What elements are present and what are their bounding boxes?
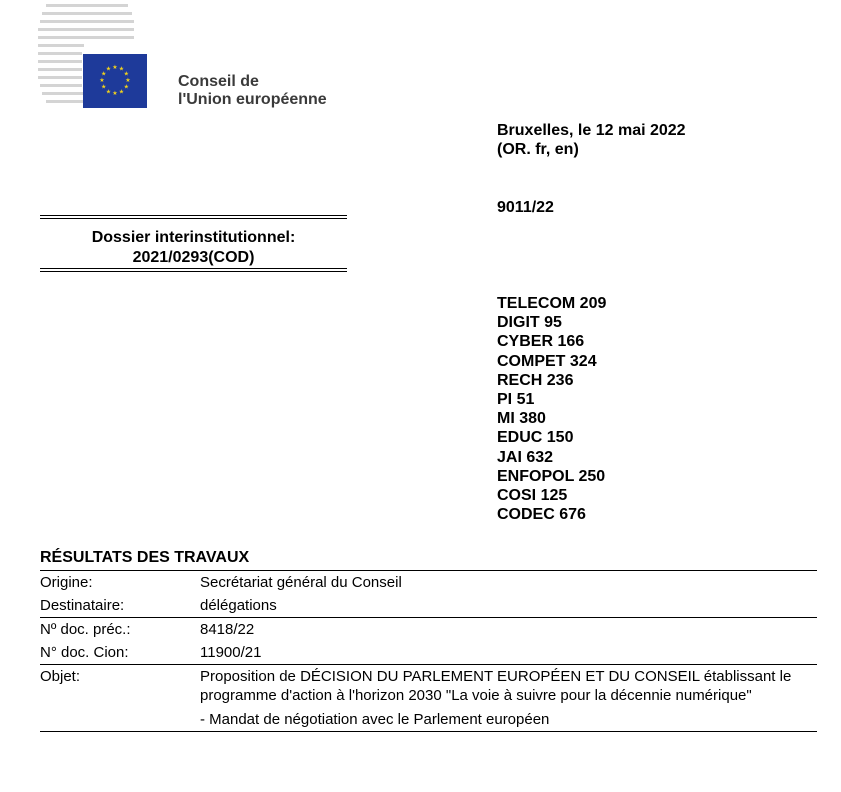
svg-text:★: ★ bbox=[125, 77, 131, 84]
svg-text:★: ★ bbox=[101, 70, 107, 78]
place-and-date bbox=[497, 121, 686, 159]
dossier-number: 2021/0293(COD) bbox=[132, 249, 255, 266]
code-item: EDUC 150 bbox=[497, 429, 574, 447]
svg-text:★: ★ bbox=[101, 83, 107, 91]
svg-text:★: ★ bbox=[112, 90, 118, 97]
code-item: RECH 236 bbox=[497, 371, 574, 389]
organization-name bbox=[178, 73, 327, 109]
svg-text:★: ★ bbox=[99, 77, 105, 84]
row-value: délégations bbox=[200, 597, 277, 614]
table-row bbox=[40, 641, 817, 665]
code-item: COMPET 324 bbox=[497, 352, 597, 370]
date-line: Bruxelles, le 12 mai 2022 bbox=[497, 122, 686, 139]
row-key: Destinataire: bbox=[40, 597, 125, 614]
dossier-top-rule bbox=[40, 215, 347, 216]
subject-cell bbox=[200, 665, 817, 732]
council-logo bbox=[38, 2, 173, 110]
svg-text:★: ★ bbox=[123, 70, 129, 78]
dossier-bottom-rule-2 bbox=[40, 271, 347, 272]
table-row bbox=[40, 594, 817, 618]
svg-text:★: ★ bbox=[105, 65, 112, 73]
results-title: RÉSULTATS DES TRAVAUX bbox=[40, 549, 250, 566]
row-key: Origine: bbox=[40, 571, 200, 595]
dossier-top-rule-2 bbox=[40, 218, 347, 219]
row-value: Secrétariat général du Conseil bbox=[200, 571, 817, 595]
table-row bbox=[40, 618, 817, 642]
svg-text:★: ★ bbox=[118, 88, 125, 96]
code-item: PI 51 bbox=[497, 391, 535, 409]
dossier-label bbox=[40, 228, 347, 268]
table-row bbox=[40, 571, 817, 595]
row-key: Objet: bbox=[40, 665, 200, 732]
svg-text:★: ★ bbox=[123, 83, 129, 91]
subject-mandate: - Mandat de négotiation avec le Parlement européen bbox=[200, 711, 550, 728]
code-item: ENFOPOL 250 bbox=[497, 467, 606, 485]
svg-text:★: ★ bbox=[112, 64, 118, 71]
row-value: 11900/21 bbox=[200, 644, 262, 661]
svg-text:★: ★ bbox=[105, 88, 112, 96]
dossier-bottom-rule bbox=[40, 268, 347, 269]
code-item: TELECOM 209 bbox=[497, 295, 607, 312]
original-language: (OR. fr, en) bbox=[497, 141, 579, 158]
eu-flag bbox=[83, 54, 147, 108]
org-name-line2: l'Union européenne bbox=[178, 91, 327, 108]
subject-text: Proposition de DÉCISION DU PARLEMENT EUROPÉEN ET DU CONSEIL établissant le programme d'action à l'horizon 2030 "La voie à suivre pour la décennie numérique" bbox=[200, 668, 792, 704]
code-item: DIGIT 95 bbox=[497, 314, 562, 332]
table-row bbox=[40, 665, 817, 732]
dossier-title: Dossier interinstitutionnel: bbox=[91, 229, 296, 246]
org-name-line1: Conseil de bbox=[178, 73, 259, 90]
row-value: 8418/22 bbox=[200, 618, 817, 642]
code-item: JAI 632 bbox=[497, 448, 554, 466]
code-item: CODEC 676 bbox=[497, 506, 586, 524]
document-number: 9011/22 bbox=[497, 199, 554, 216]
row-key: Nº doc. préc.: bbox=[40, 618, 200, 642]
dossier-box bbox=[40, 215, 347, 272]
classification-codes bbox=[497, 294, 606, 524]
results-table bbox=[40, 570, 817, 732]
row-key: N° doc. Cion: bbox=[40, 644, 129, 661]
svg-text:★: ★ bbox=[118, 65, 125, 73]
code-item: COSI 125 bbox=[497, 487, 568, 505]
code-item: CYBER 166 bbox=[497, 333, 585, 351]
code-item: MI 380 bbox=[497, 410, 546, 428]
